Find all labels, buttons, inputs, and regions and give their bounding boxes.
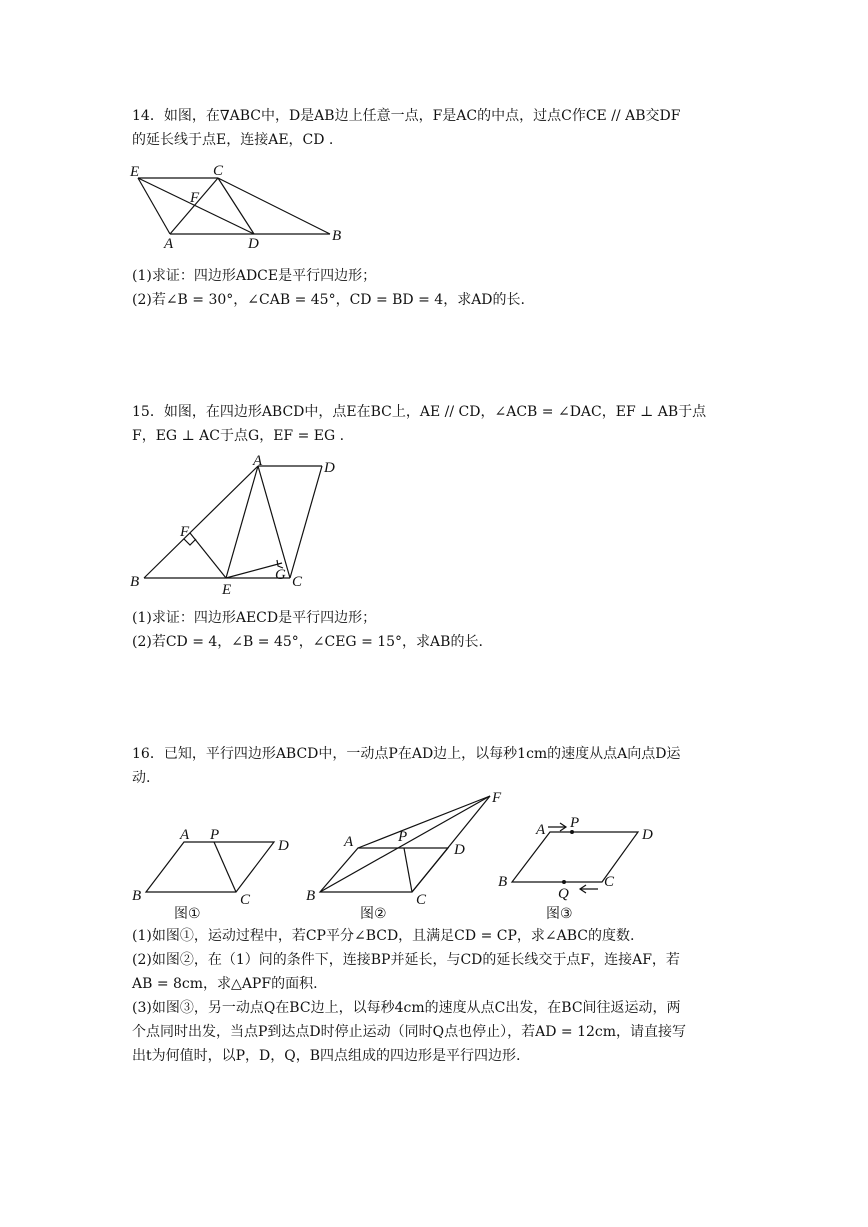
q16-figure-1 [126,826,306,922]
q14-label-A: A [164,236,174,252]
q16-fig2-label-D: D [454,842,465,858]
q16-part3-line3: 出t为何值时，以P，D，Q，B四点组成的四边形是平行四边形. [132,1048,521,1064]
q16-fig1-caption: 图① [174,906,201,922]
q14-label-D: D [248,236,259,252]
q16-fig2-segment-CF [412,796,490,892]
q15-segment-BA [144,466,258,578]
q16-fig3-point-Q [562,880,566,884]
q16-fig3-label-Q: Q [558,886,569,902]
q16-fig1-label-C: C [240,892,251,908]
q16-figure-2 [296,786,510,922]
q15-label-F: F [180,524,190,540]
q14-label-C: C [213,163,224,179]
q14-figure [126,158,356,253]
q16-fig2-label-P: P [398,829,408,845]
q15-label-E: E [222,582,232,598]
q14-segment-EA [138,178,170,234]
q16-fig3-label-D: D [642,827,653,843]
q16-fig2-caption: 图② [360,906,387,922]
q16-fig2-label-F: F [492,790,502,806]
q15-figure [126,452,356,600]
q16-stem-line2: 动. [132,770,151,786]
q16-part2-line2: AB = 8cm，求△APF的面积. [132,976,318,992]
q16-fig2-parallelogram [320,848,448,892]
q16-figure-3 [496,812,676,922]
q15-label-G: G [275,567,286,583]
q15-segment-AC [258,466,290,578]
q16-fig1-label-D: D [278,838,289,854]
q15-segment-DC [290,466,322,578]
q15-label-A: A [253,453,263,469]
q14-part2: (2)若∠B = 30°，∠CAB = 45°，CD = BD = 4，求AD的长. [132,292,525,308]
q16-fig1-segment-PC [214,842,236,892]
q16-fig2-label-C: C [416,892,427,908]
q16-fig3-label-C: C [604,874,615,890]
q14-label-E: E [130,164,140,180]
q15-segment-AE [226,466,258,578]
q16-fig1-parallelogram [146,842,274,892]
q16-part2-line1: (2)如图②，在（1）问的条件下，连接BP并延长，与CD的延长线交于点F，连接AF，若 [132,952,680,968]
q14-label-B: B [332,228,342,244]
q14-part1: (1)求证：四边形ADCE是平行四边形； [132,268,377,284]
q16-fig3-label-P: P [570,815,580,831]
q16-part3-line2: 个点同时出发，当点P到达点D时停止运动（同时Q点也停止），若AD = 12cm，请直接写 [132,1024,687,1040]
q15-segment-EG [226,563,282,578]
q15-part2: (2)若CD = 4，∠B = 45°，∠CEG = 15°，求AB的长. [132,634,483,650]
q14-segment-AC [170,178,218,234]
q15-stem-line2: F，EG ⊥ AC于点G，EF = EG . [132,428,345,444]
q16-fig3-label-B: B [498,874,508,890]
q15-part1: (1)求证：四边形AECD是平行四边形； [132,610,377,626]
q15-stem-line1: 15．如图，在四边形ABCD中，点E在BC上，AE // CD，∠ACB = ∠DAC，EF ⊥ AB于点 [132,404,707,420]
q15-label-C: C [292,574,303,590]
q16-part1: (1)如图①，运动过程中，若CP平分∠BCD，且满足CD = CP，求∠ABC的度数. [132,928,635,944]
q16-fig3-parallelogram [512,832,638,882]
q16-fig2-segment-PC [404,848,412,892]
q16-fig1-label-P: P [210,827,220,843]
q16-fig2-label-A: A [344,834,354,850]
q16-fig2-label-B: B [306,888,316,904]
q15-label-D: D [324,460,335,476]
q14-stem-line1: 14．如图，在∇ABC中，D是AB边上任意一点，F是AC的中点，过点C作CE // AB交DF [132,108,681,124]
q14-label-F: F [190,190,200,206]
q16-stem-line1: 16．已知，平行四边形ABCD中，一动点P在AD边上，以每秒1cm的速度从点A向点D运 [132,746,681,762]
q16-fig1-label-A: A [180,827,190,843]
q16-fig2-segment-AF [358,796,490,848]
q16-fig1-label-B: B [132,888,142,904]
q16-fig3-label-A: A [536,822,546,838]
q16-part3-line1: (3)如图③，另一动点Q在BC边上，以每秒4cm的速度从点C出发，在BC间往返运动，两 [132,1000,681,1016]
q14-stem-line2: 的延长线于点E，连接AE，CD . [132,132,334,148]
q15-label-B: B [130,574,140,590]
q14-segment-CB [218,178,330,234]
q16-fig3-caption: 图③ [546,906,573,922]
